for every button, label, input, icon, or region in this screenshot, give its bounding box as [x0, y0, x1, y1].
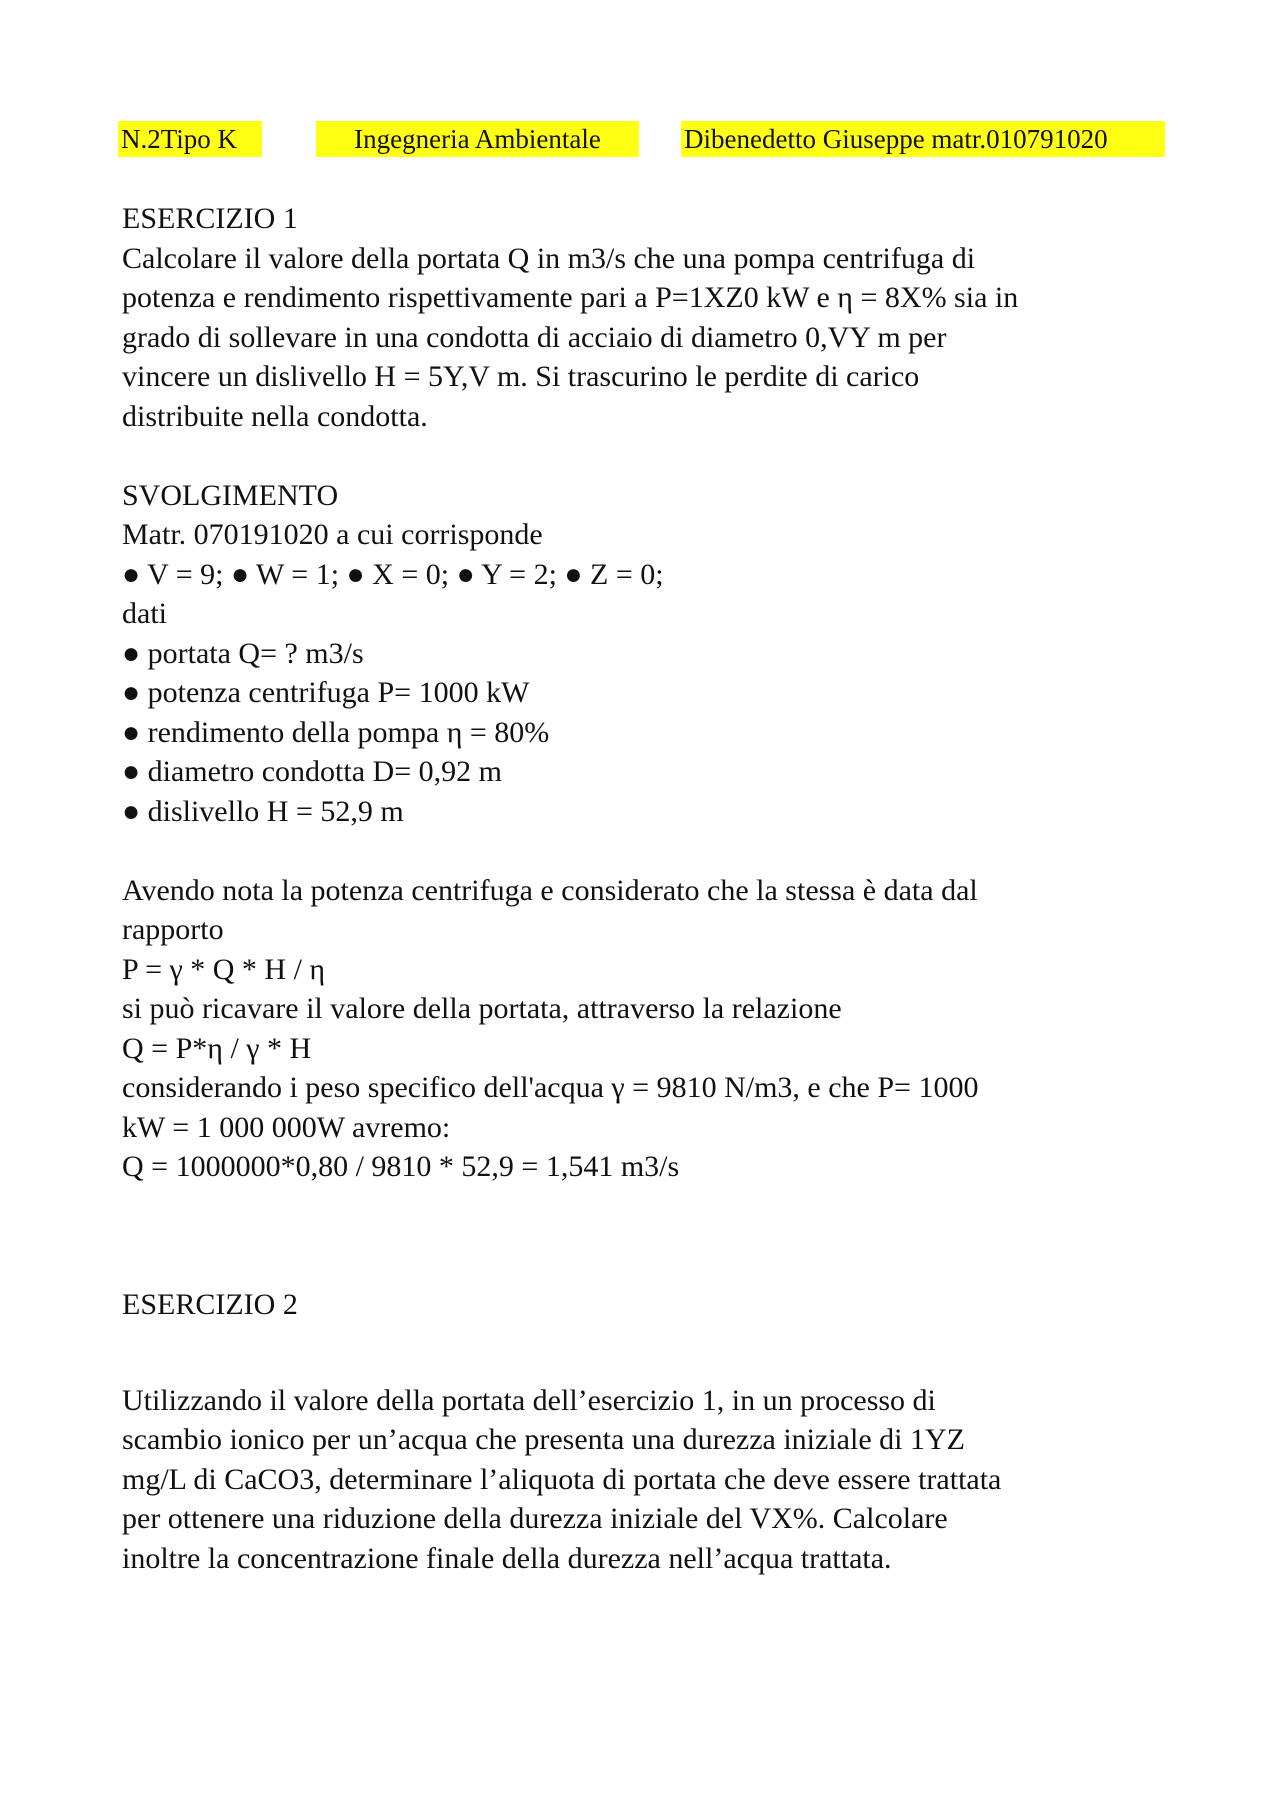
solution-step: considerando i peso specifico dell'acqua γ = 9810 N/m3, e che P= 1000 — [122, 1071, 979, 1104]
solution-step: Avendo nota la potenza centrifuga e considerato che la stessa è data dal — [122, 873, 978, 907]
exercise2-text-line: inoltre la concentrazione finale della durezza nell’acqua trattata. — [122, 1541, 892, 1575]
header-student: Dibenedetto Giuseppe matr.010791020 — [681, 121, 1165, 157]
exercise2-text-line: scambio ionico per un’acqua che presenta una durezza iniziale di 1YZ — [122, 1423, 965, 1456]
exercise2-text-line: per ottenere una riduzione della durezza iniziale del VX%. Calcolare — [122, 1502, 948, 1535]
header-code: N.2Tipo K — [118, 121, 262, 157]
exercise1-text-line: grado di sollevare in una condotta di acciaio di diametro 0,VY m per — [122, 320, 947, 354]
exercise1-text-line: potenza e rendimento rispettivamente pari a P=1XZ0 kW e η = 8X% sia in — [122, 281, 1019, 314]
document-body — [122, 199, 1172, 1578]
exercise1-title: ESERCIZIO 1 — [122, 202, 298, 235]
dati-item: ● rendimento della pompa η = 80% — [122, 715, 550, 749]
dati-item: ● diametro condotta D= 0,92 m — [122, 755, 502, 788]
solution-step: kW = 1 000 000W avremo: — [122, 1110, 451, 1144]
header-bar — [0, 121, 1280, 157]
solution-dati-label: dati — [122, 597, 167, 630]
exercise1-text-line: Calcolare il valore della portata Q in m3/s che una pompa centrifuga di — [122, 241, 976, 275]
solution-step: si può ricavare il valore della portata, attraverso la relazione — [122, 992, 842, 1025]
solution-result: Q = 1000000*0,80 / 9810 * 52,9 = 1,541 m3/s — [122, 1150, 680, 1183]
solution-title: SVOLGIMENTO — [122, 478, 339, 512]
dati-item: ● potenza centrifuga P= 1000 kW — [122, 676, 530, 709]
exercise1-text-line: distribuite nella condotta. — [122, 399, 428, 433]
solution-formula: Q = P*η / γ * H — [122, 1031, 312, 1065]
solution-matr-line: Matr. 070191020 a cui corrisponde — [122, 518, 543, 551]
dati-item: ● portata Q= ? m3/s — [122, 636, 364, 670]
solution-formula: P = γ * Q * H / η — [122, 952, 326, 986]
exercise2-title: ESERCIZIO 2 — [122, 1288, 298, 1321]
dati-item: ● dislivello H = 52,9 m — [122, 794, 404, 828]
solution-variables: ● V = 9; ● W = 1; ● X = 0; ● Y = 2; ● Z = 0; — [122, 557, 664, 591]
header-course: Ingegneria Ambientale — [316, 121, 639, 157]
solution-step: rapporto — [122, 913, 224, 946]
exercise1-text-line: vincere un dislivello H = 5Y,V m. Si trascurino le perdite di carico — [122, 360, 920, 393]
exercise2-text-line: mg/L di CaCO3, determinare l’aliquota di portata che deve essere trattata — [122, 1462, 1002, 1496]
exercise2-text-line: Utilizzando il valore della portata dell’esercizio 1, in un processo di — [122, 1383, 936, 1417]
